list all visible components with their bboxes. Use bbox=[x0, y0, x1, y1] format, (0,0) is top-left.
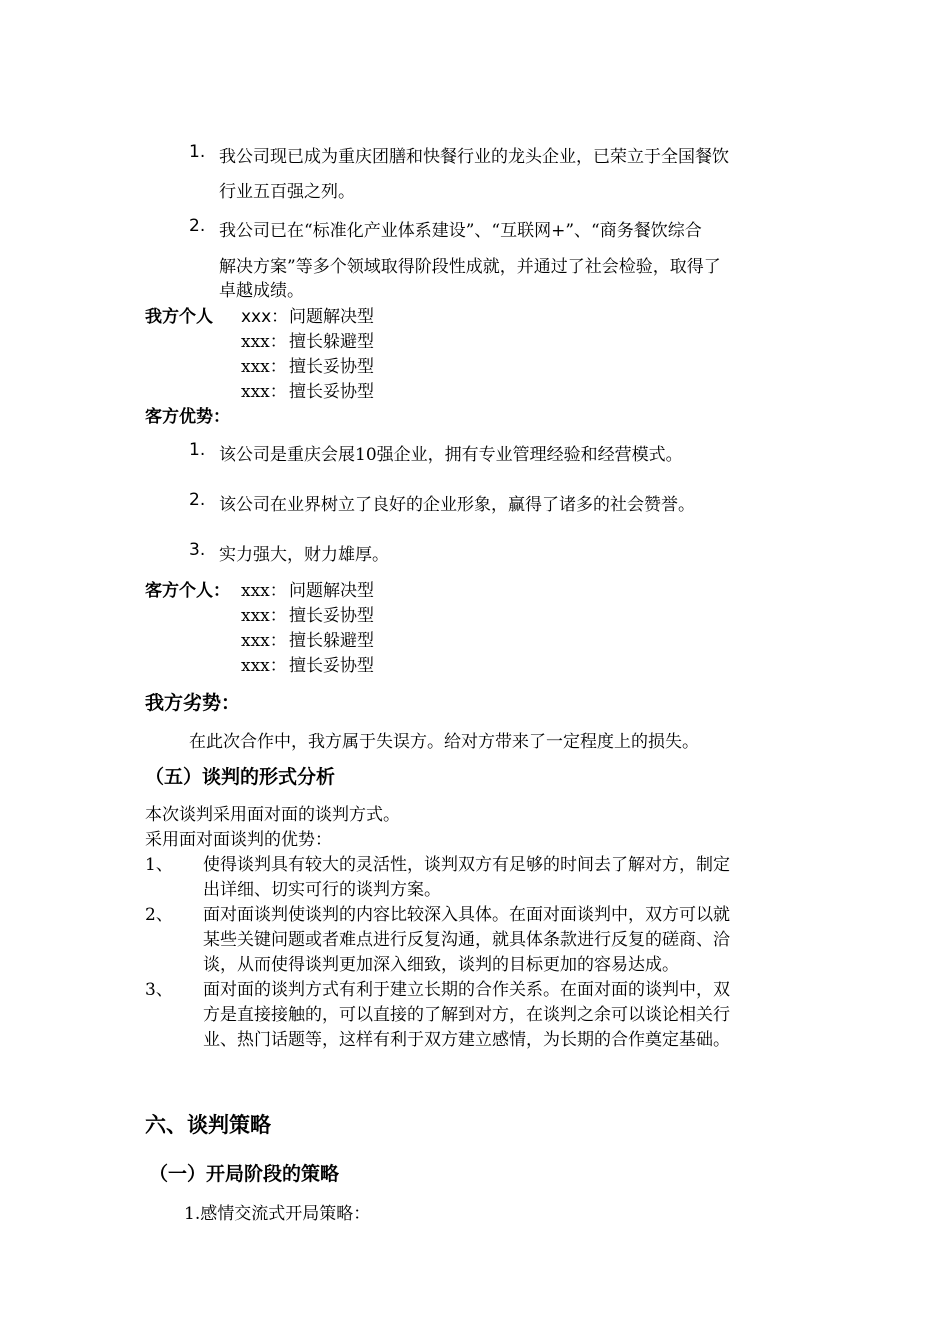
list-number: 1、 bbox=[145, 855, 173, 875]
list-text-line: 面对面的谈判方式有利于建立长期的合作关系。在面对面的谈判中，双 bbox=[203, 980, 730, 1000]
list-number: 1. bbox=[189, 142, 206, 162]
list-number: 3. bbox=[189, 540, 206, 560]
list-number: 3、 bbox=[145, 980, 173, 1000]
list-text-line: 业、热门话题等，这样有利于双方建立感情，为长期的合作奠定基础。 bbox=[203, 1030, 730, 1050]
section-heading: （一）开局阶段的策略 bbox=[149, 1163, 340, 1185]
person-type: 擅长妥协型 bbox=[289, 606, 374, 626]
person-type: 问题解决型 bbox=[289, 307, 374, 327]
person-name: xxx： bbox=[241, 357, 287, 377]
list-text: 该公司是重庆会展10强企业，拥有专业管理经验和经营模式。 bbox=[219, 445, 683, 465]
person-name: xxx： bbox=[241, 581, 287, 601]
list-text-line: 出详细、切实可行的谈判方案。 bbox=[203, 880, 441, 900]
list-number: 2、 bbox=[145, 905, 173, 925]
list-number: 2. bbox=[189, 216, 206, 236]
person-name: xxx： bbox=[241, 606, 287, 626]
list-text-line: 我公司已在“标准化产业体系建设”、“互联网+”、“商务餐饮综合 bbox=[219, 221, 702, 241]
section-heading: 客方优势： bbox=[145, 407, 230, 427]
list-text: 实力强大，财力雄厚。 bbox=[219, 545, 389, 565]
person-type: 问题解决型 bbox=[289, 581, 374, 601]
person-type: 擅长妥协型 bbox=[289, 382, 374, 402]
list-text-line: 某些关键问题或者难点进行反复沟通，就具体条款进行反复的磋商、洽 bbox=[203, 930, 730, 950]
person-name: xxx： bbox=[241, 307, 289, 327]
section-heading: 我方劣势： bbox=[145, 692, 241, 714]
person-type: 擅长妥协型 bbox=[289, 656, 374, 676]
section-heading: （五）谈判的形式分析 bbox=[145, 766, 336, 788]
paragraph: 在此次合作中，我方属于失误方。给对方带来了一定程度上的损失。 bbox=[189, 732, 699, 752]
chapter-heading: 六、谈判策略 bbox=[145, 1113, 271, 1137]
paragraph: 本次谈判采用面对面的谈判方式。 bbox=[145, 805, 400, 825]
person-type: 擅长躲避型 bbox=[289, 631, 374, 651]
person-name: xxx： bbox=[241, 382, 287, 402]
paragraph: 采用面对面谈判的优势： bbox=[145, 830, 332, 850]
person-type: 擅长躲避型 bbox=[289, 332, 374, 352]
list-text-line: 面对面谈判使谈判的内容比较深入具体。在面对面谈判中，双方可以就 bbox=[203, 905, 730, 925]
list-text-line: 卓越成绩。 bbox=[219, 281, 304, 301]
list-item: 1.感情交流式开局策略： bbox=[184, 1204, 371, 1224]
person-name: xxx： bbox=[241, 656, 287, 676]
list-text-line: 我公司现已成为重庆团膳和快餐行业的龙头企业，已荣立于全国餐饮 bbox=[219, 147, 729, 167]
section-label: 客方个人： bbox=[145, 581, 230, 601]
section-label: 我方个人 bbox=[145, 307, 213, 327]
list-text-line: 方是直接接触的，可以直接的了解到对方，在谈判之余可以谈论相关行 bbox=[203, 1005, 730, 1025]
list-text-line: 解决方案”等多个领域取得阶段性成就，并通过了社会检验，取得了 bbox=[219, 257, 721, 277]
person-name: xxx： bbox=[241, 631, 287, 651]
list-text-line: 使得谈判具有较大的灵活性，谈判双方有足够的时间去了解对方，制定 bbox=[203, 855, 730, 875]
list-number: 1. bbox=[189, 440, 206, 460]
person-name: xxx： bbox=[241, 332, 287, 352]
list-number: 2. bbox=[189, 490, 206, 510]
list-text-line: 行业五百强之列。 bbox=[219, 182, 355, 202]
person-type: 擅长妥协型 bbox=[289, 357, 374, 377]
list-text-line: 谈，从而使得谈判更加深入细致，谈判的目标更加的容易达成。 bbox=[203, 955, 679, 975]
list-text: 该公司在业界树立了良好的企业形象，赢得了诸多的社会赞誉。 bbox=[219, 495, 695, 515]
